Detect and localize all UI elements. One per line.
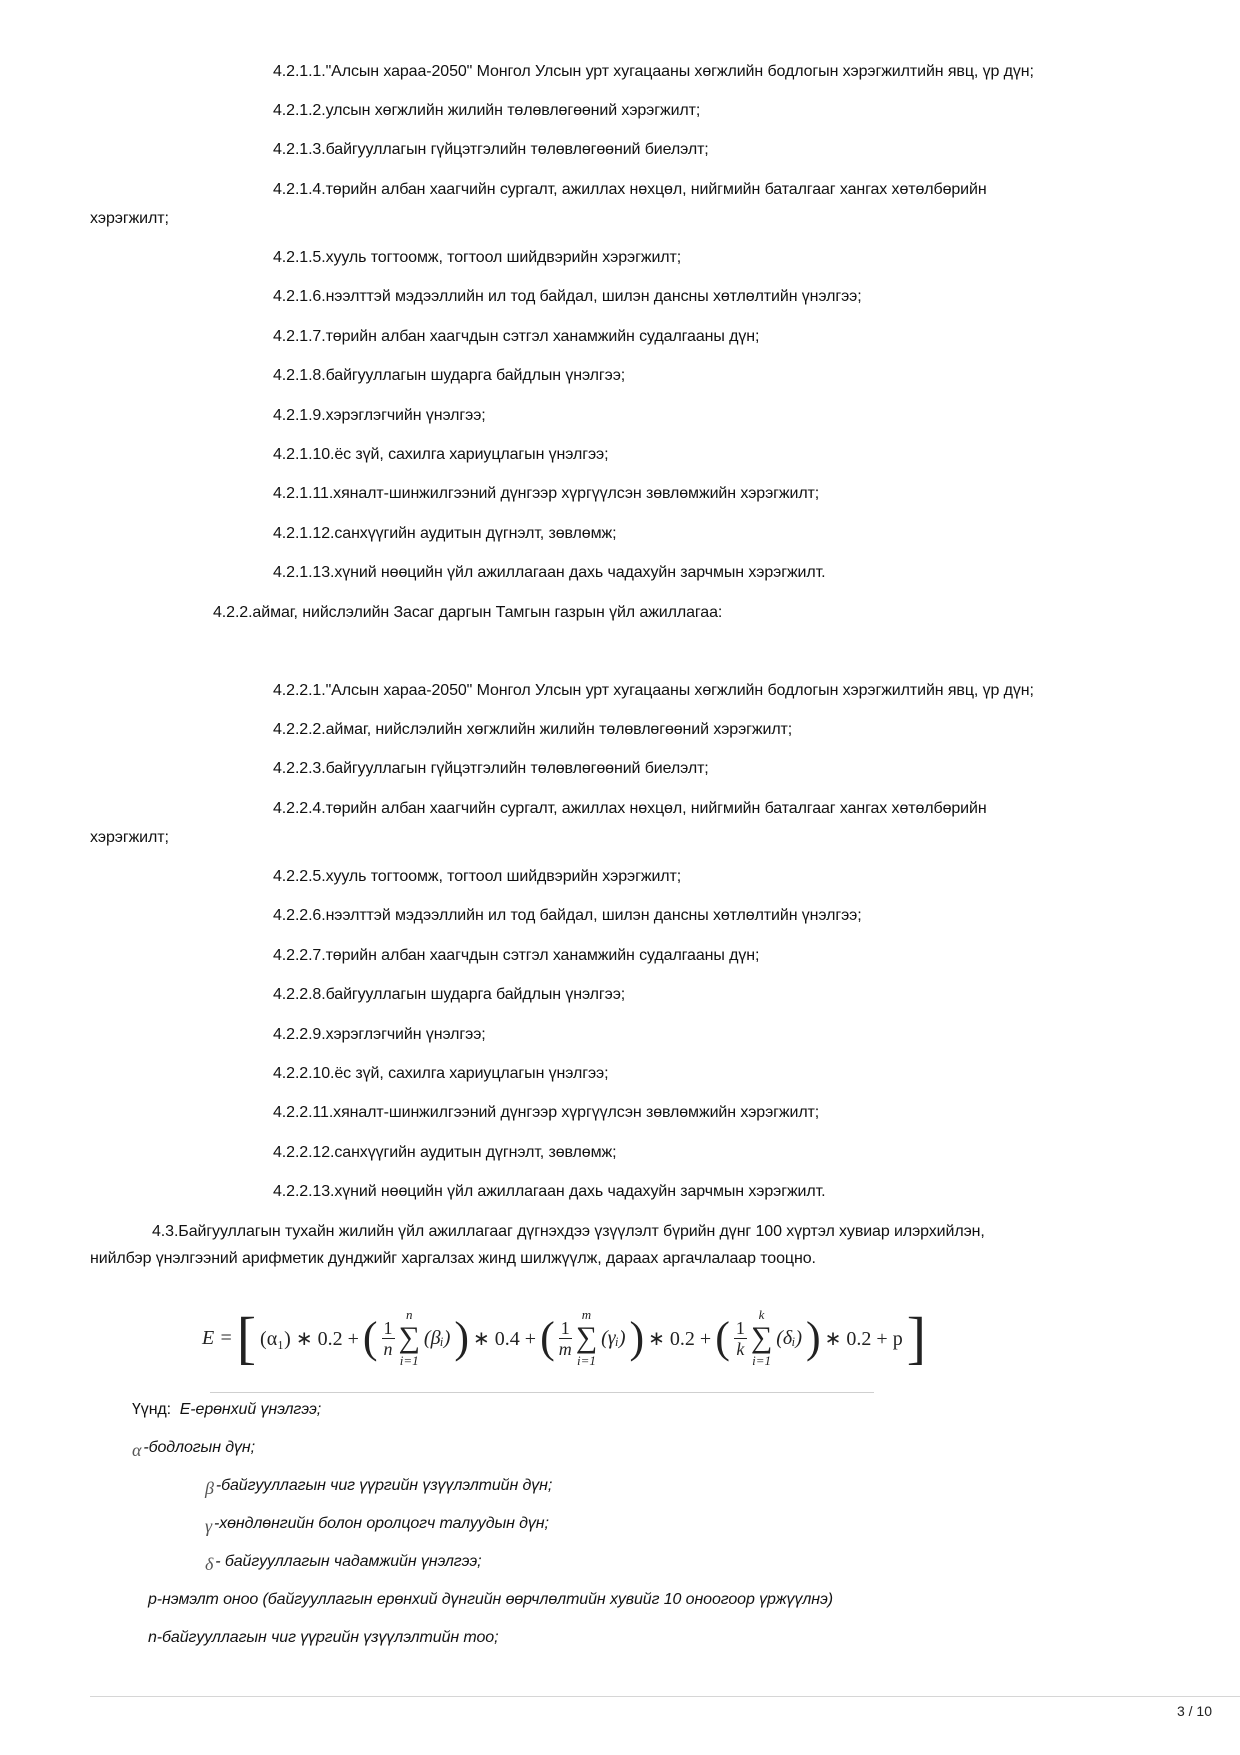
item-4-2-1-2: 4.2.1.2.улсын хөгжлийн жилийн төлөвлөгөөний хэрэгжилт; [273,102,701,119]
formula-paren-open-beta: ( [362,1313,378,1362]
formula-sum-gamma [576,1308,597,1368]
formula-open-bracket: [ [236,1305,257,1370]
item-4-2-2-4-cont: хэрэгжилт; [90,829,169,846]
gamma-symbol: γ [205,1516,212,1536]
item-4-2-2-8: 4.2.2.8.байгууллагын шударга байдлын үнэлгээ; [273,986,626,1003]
formula-gamma-i: (γᵢ) [601,1326,626,1349]
sigma-symbol: ∑ [575,1321,598,1354]
formula-weight-gamma: ∗ 0.2 + [648,1327,712,1350]
formula-divider [210,1392,874,1393]
sum-upper-limit: n [405,1307,413,1322]
item-4-2-1-6: 4.2.1.6.нээлттэй мэдээллийн ил тод байдал, шилэн дансны хөтлөлтийн үнэлгээ; [273,288,862,305]
legend-n: n-байгууллагын чиг үүргийн үзүүлэлтийн тоо; [148,1629,499,1646]
legend-p: p-нэмэлт оноо (байгууллагын ерөнхий дүнгийн өөрчлөлтийн хувийг 10 оноогоор үржүүлнэ) [148,1591,833,1608]
formula-frac-m [559,1318,572,1359]
legend-where [132,1400,321,1420]
item-4-2-2-2: 4.2.2.2.аймаг, нийслэлийн хөгжлийн жилийн төлөвлөгөөний хэрэгжилт; [273,721,793,738]
item-4-2-2-6: 4.2.2.6.нээлттэй мэдээллийн ил тод байдал, шилэн дансны хөтлөлтийн үнэлгээ; [273,907,862,924]
item-4-2-1-9: 4.2.1.9.хэрэглэгчийн үнэлгээ; [273,407,486,424]
legend-where-label: Үүнд: [132,1401,172,1418]
item-4-2-1-3: 4.2.1.3.байгууллагын гүйцэтгэлийн төлөвлөгөөний биелэлт; [273,141,709,158]
item-4-2-1-12: 4.2.1.12.санхүүгийн аудитын дүгнэлт, зөвлөмж; [273,525,617,542]
sum-upper-limit: m [581,1307,592,1322]
legend-gamma [205,1514,549,1536]
formula-sum-beta [399,1308,420,1368]
formula-paren-close-beta: ) [454,1313,470,1362]
section-4-2-2-heading: 4.2.2.аймаг, нийслэлийн Засаг даргын Тамгын газрын үйл ажиллагаа: [213,604,723,621]
item-4-2-2-7: 4.2.2.7.төрийн албан хаагчдын сэтгэл ханамжийн судалгааны дүн; [273,947,760,964]
formula-close-bracket: ] [906,1305,927,1370]
item-4-2-1-8: 4.2.1.8.байгууллагын шударга байдлын үнэлгээ; [273,367,626,384]
section-4-3-line1: 4.3.Байгууллагын тухайн жилийн үйл ажиллагааг дүгнэхдээ үзүүлэлт бүрийн дүнг 100 хүртэл хувиар илэрхийлэн, [152,1223,985,1240]
item-4-2-1-1: 4.2.1.1."Алсын хараа-2050" Монгол Улсын урт хугацааны хөгжлийн бодлогын хэрэгжилтийн явц, үр дүн; [273,63,1034,80]
formula-paren-close-delta: ) [806,1313,821,1362]
alpha-symbol: α [132,1440,142,1460]
item-4-2-2-1: 4.2.2.1."Алсын хараа-2050" Монгол Улсын урт хугацааны хөгжлийн бодлогын хэрэгжилтийн явц, үр дүн; [273,682,1034,699]
sum-upper-limit: k [758,1307,765,1322]
item-4-2-2-11: 4.2.2.11.хяналт-шинжилгээний дүнгээр хүргүүлсэн зөвлөмжийн хэрэгжилт; [273,1104,820,1121]
item-4-2-1-4-cont: хэрэгжилт; [90,210,169,227]
frac-denominator: k [736,1338,745,1359]
item-4-2-1-11: 4.2.1.11.хяналт-шинжилгээний дүнгээр хүргүүлсэн зөвлөмжийн хэрэгжилт; [273,485,820,502]
page-number: 3 / 10 [1176,1703,1212,1719]
sigma-symbol: ∑ [398,1321,420,1354]
legend-beta [205,1476,552,1498]
section-4-3-line2: нийлбэр үнэлгээний арифметик дунджийг харгалзах жинд шилжүүлж, дараах аргачлалаар тооцно. [90,1250,816,1267]
legend-delta-text: - байгууллагын чадамжийн үнэлгээ; [215,1553,482,1570]
item-4-2-1-13: 4.2.1.13.хүний нөөцийн үйл ажиллагаан дахь чадахуйн зарчмын хэрэгжилт. [273,564,826,581]
sigma-symbol: ∑ [750,1321,773,1354]
item-4-2-1-5: 4.2.1.5.хууль тогтоомж, тогтоол шийдвэрийн хэрэгжилт; [273,249,682,266]
item-4-2-1-7: 4.2.1.7.төрийн албан хаагчдын сэтгэл ханамжийн судалгааны дүн; [273,328,760,345]
formula-weight-delta: ∗ 0.2 + p [824,1327,903,1350]
legend-alpha [132,1438,255,1460]
legend-E: E-ерөнхий үнэлгээ; [179,1401,322,1418]
legend-gamma-text: -хөндлөнгийн болон оролцогч талуудын дүн; [214,1515,549,1532]
formula-lhs: E = [202,1326,233,1349]
formula-paren-close-gamma: ) [629,1313,645,1362]
evaluation-formula [200,1290,928,1386]
legend-alpha-text: -бодлогын дүн; [143,1439,255,1456]
item-4-2-2-4: 4.2.2.4.төрийн албан хаагчийн сургалт, ажиллах нөхцөл, нийгмийн баталгааг хангах хөтөлбөрийн [273,800,987,817]
footer-divider [90,1696,1240,1697]
item-4-2-2-10: 4.2.2.10.ёс зүй, сахилга хариуцлагын үнэлгээ; [273,1065,609,1082]
delta-symbol: δ [205,1554,214,1574]
formula-beta-i: (βᵢ) [423,1326,451,1349]
frac-denominator: m [558,1338,572,1359]
formula-delta-i: (δᵢ) [776,1326,803,1349]
formula-weight-beta: ∗ 0.4 + [473,1327,537,1350]
formula-term-alpha: (α₁) ∗ 0.2 + [260,1327,359,1350]
sum-lower-limit: i=1 [752,1353,771,1368]
item-4-2-1-10: 4.2.1.10.ёс зүй, сахилга хариуцлагын үнэлгээ; [273,446,609,463]
frac-denominator: n [383,1338,393,1359]
formula-frac-n [382,1318,395,1359]
formula-paren-open-delta: ( [715,1313,730,1362]
legend-beta-text: -байгууллагын чиг үүргийн үзүүлэлтийн дүн; [215,1477,553,1494]
formula-paren-open-gamma: ( [540,1313,555,1362]
sum-lower-limit: i=1 [399,1353,419,1368]
legend-delta [205,1552,481,1574]
item-4-2-2-12: 4.2.2.12.санхүүгийн аудитын дүгнэлт, зөвлөмж; [273,1144,617,1161]
frac-numerator: 1 [560,1317,570,1338]
frac-numerator: 1 [383,1317,393,1338]
item-4-2-2-5: 4.2.2.5.хууль тогтоомж, тогтоол шийдвэрийн хэрэгжилт; [273,868,682,885]
formula-frac-k [734,1318,747,1359]
beta-symbol: β [205,1478,214,1498]
frac-numerator: 1 [735,1317,745,1338]
formula-sum-delta [751,1308,772,1368]
item-4-2-1-4: 4.2.1.4.төрийн албан хаагчийн сургалт, ажиллах нөхцөл, нийгмийн баталгааг хангах хөтөлбөрийн [273,181,987,198]
item-4-2-2-3: 4.2.2.3.байгууллагын гүйцэтгэлийн төлөвлөгөөний биелэлт; [273,760,709,777]
sum-lower-limit: i=1 [576,1353,596,1368]
item-4-2-2-9: 4.2.2.9.хэрэглэгчийн үнэлгээ; [273,1026,486,1043]
item-4-2-2-13: 4.2.2.13.хүний нөөцийн үйл ажиллагаан дахь чадахуйн зарчмын хэрэгжилт. [273,1183,826,1200]
